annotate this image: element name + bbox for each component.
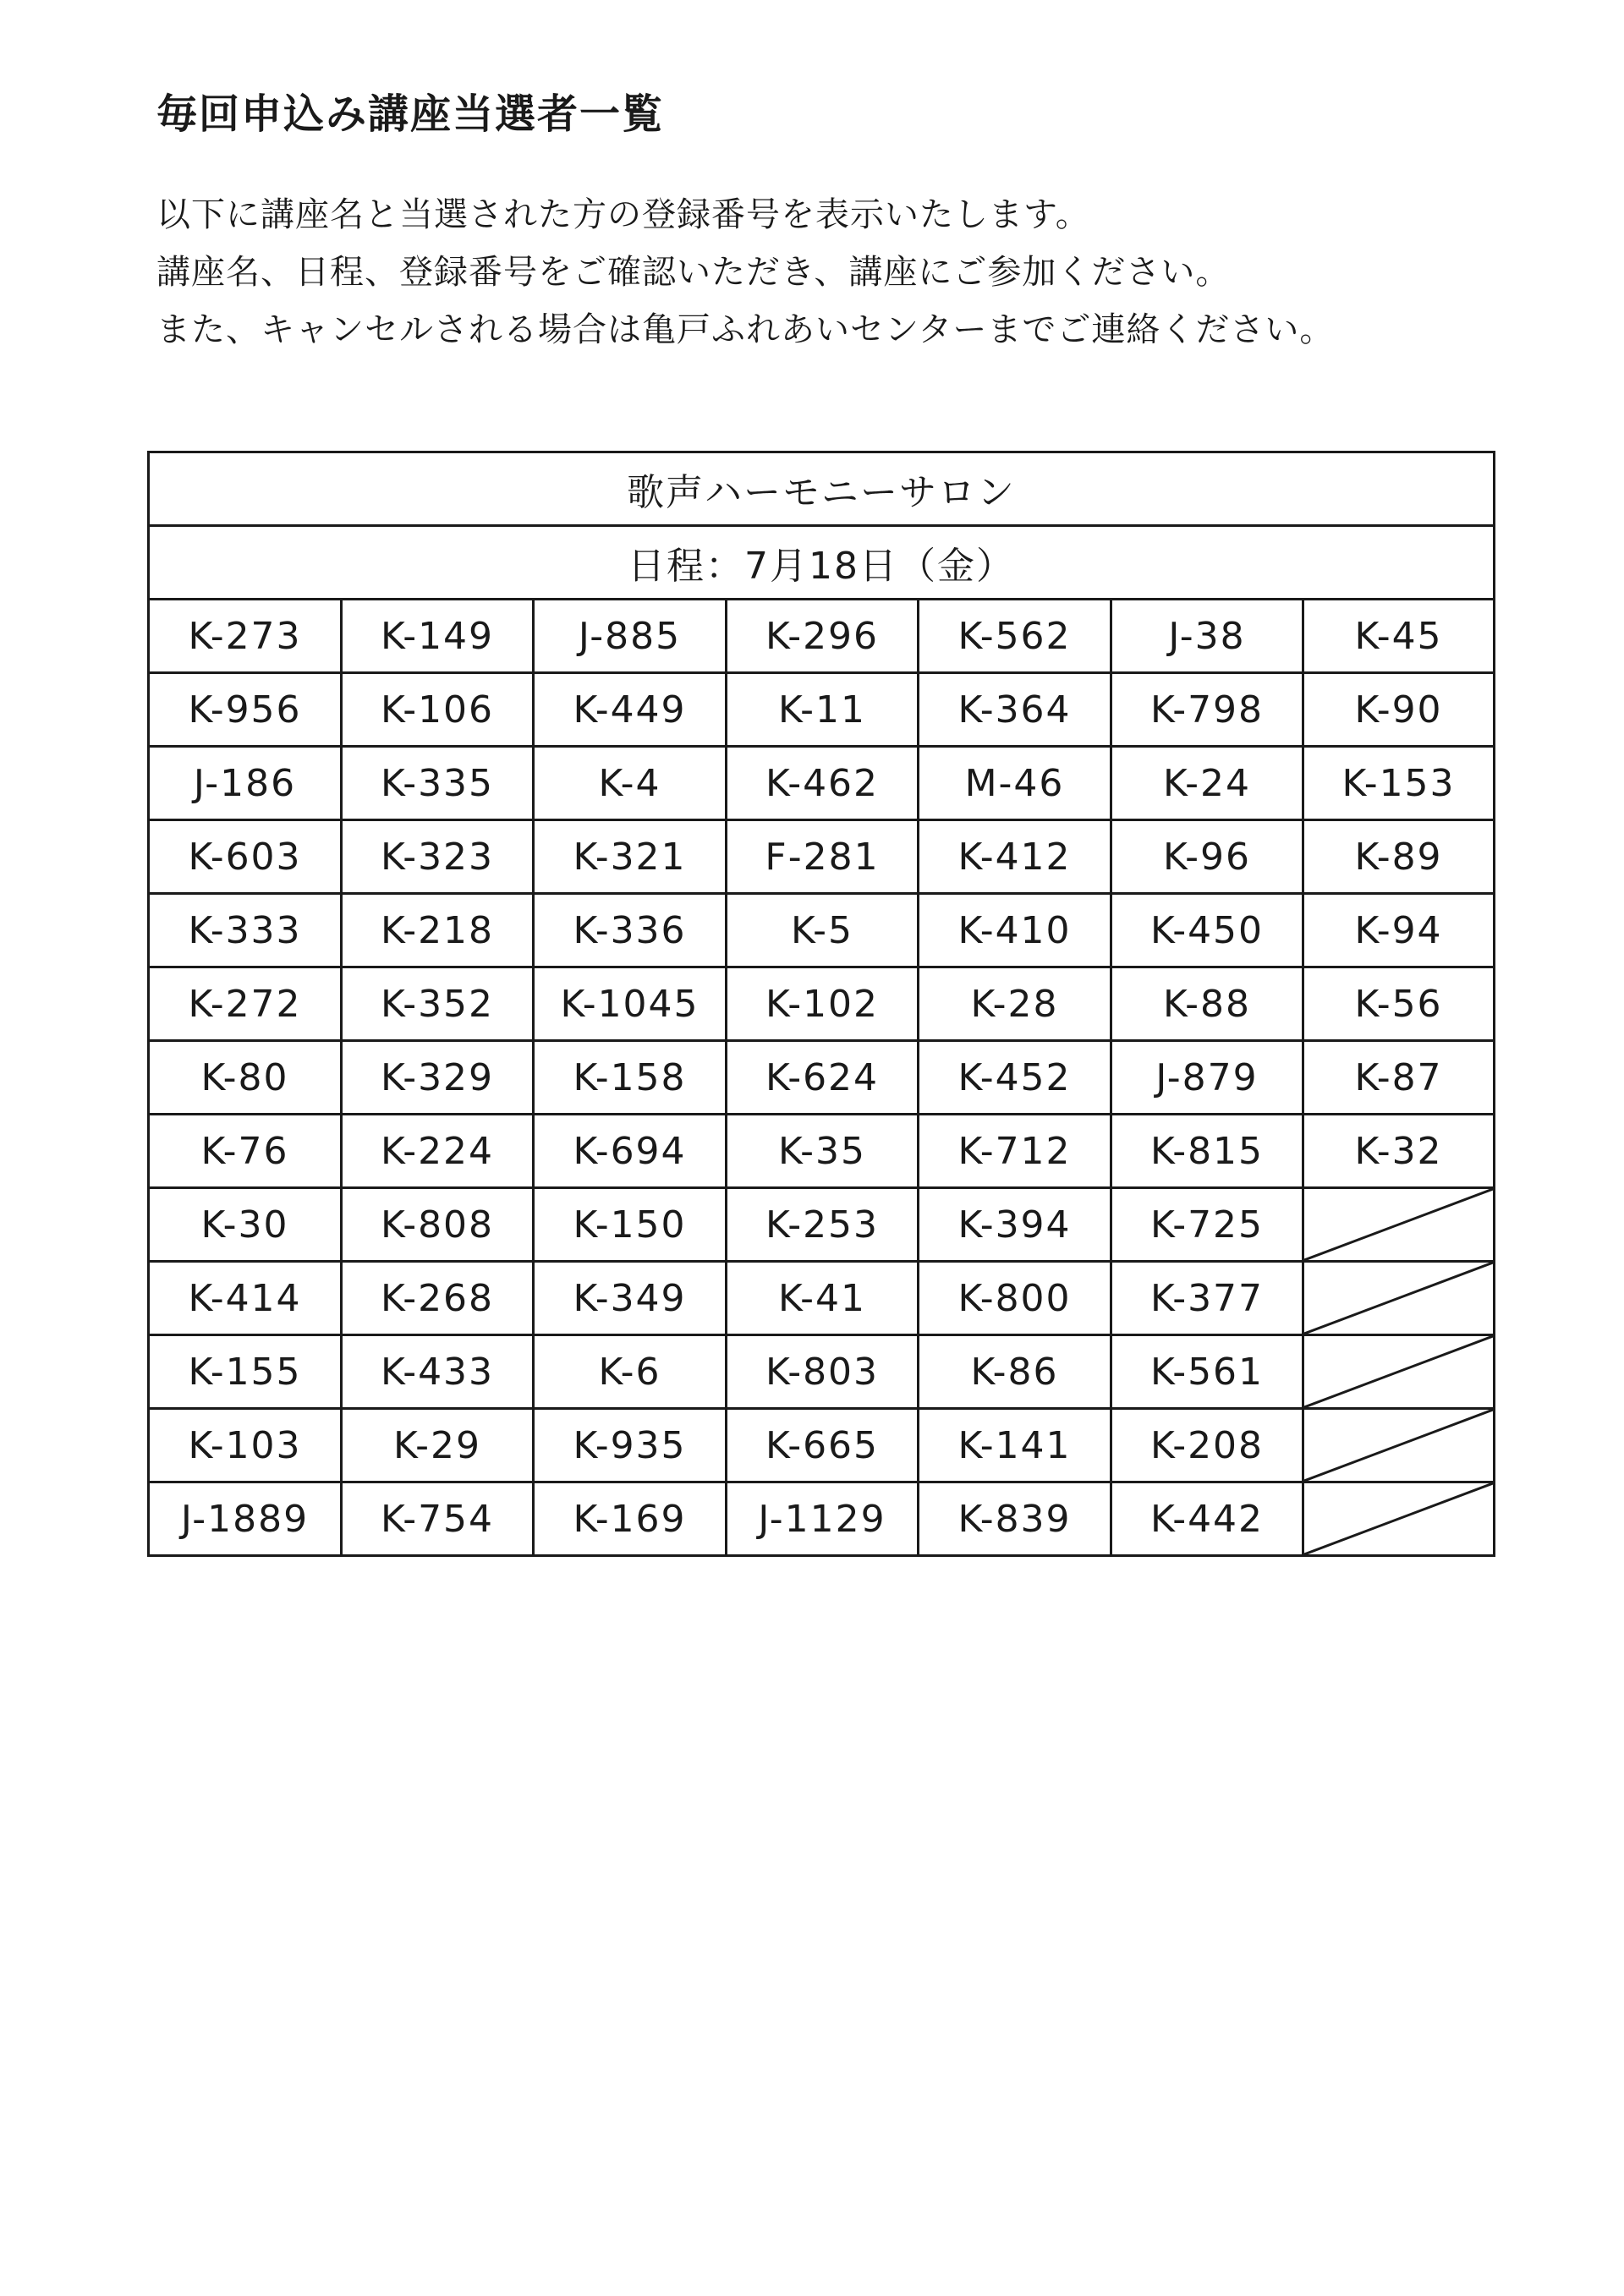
- registration-number: J-1889: [149, 1482, 342, 1556]
- registration-number: K-452: [919, 1041, 1111, 1115]
- registration-number: K-224: [342, 1115, 534, 1188]
- registration-number: K-624: [727, 1041, 919, 1115]
- registration-number: K-208: [1111, 1409, 1303, 1482]
- intro-line: また、キャンセルされる場合は亀戸ふれあいセンターまでご連絡ください。: [156, 310, 1335, 349]
- table-row: [149, 1262, 1495, 1335]
- registration-number: K-41: [727, 1262, 919, 1335]
- registration-number: K-603: [149, 820, 342, 894]
- registration-number: K-11: [727, 673, 919, 747]
- page-title: 毎回申込み講座当選者一覧: [156, 90, 665, 138]
- empty-cell: [1303, 1262, 1495, 1335]
- registration-number: K-349: [534, 1262, 727, 1335]
- registration-number: K-102: [727, 967, 919, 1041]
- diagonal-strike-mark: [1304, 1189, 1493, 1260]
- table-row: [149, 1409, 1495, 1482]
- registration-number: K-321: [534, 820, 727, 894]
- registration-number: K-158: [534, 1041, 727, 1115]
- registration-number: K-377: [1111, 1262, 1303, 1335]
- registration-number: K-449: [534, 673, 727, 747]
- registration-number: K-94: [1303, 894, 1495, 967]
- diagonal-line: [1304, 1483, 1493, 1554]
- registration-number: K-712: [919, 1115, 1111, 1188]
- registration-number: K-336: [534, 894, 727, 967]
- registration-number: K-808: [342, 1188, 534, 1262]
- table-row: [149, 673, 1495, 747]
- registration-number: J-1129: [727, 1482, 919, 1556]
- registration-number: K-352: [342, 967, 534, 1041]
- diagonal-strike-mark: [1304, 1410, 1493, 1481]
- registration-number: K-665: [727, 1409, 919, 1482]
- registration-number: K-96: [1111, 820, 1303, 894]
- registration-number: K-394: [919, 1188, 1111, 1262]
- registration-number: K-335: [342, 747, 534, 820]
- registration-number: K-89: [1303, 820, 1495, 894]
- table-row: [149, 967, 1495, 1041]
- table-row: [149, 1482, 1495, 1556]
- table-row: [149, 820, 1495, 894]
- registration-number: K-364: [919, 673, 1111, 747]
- registration-number: K-149: [342, 600, 534, 673]
- registration-number: K-462: [727, 747, 919, 820]
- registration-number: K-88: [1111, 967, 1303, 1041]
- registration-number: K-150: [534, 1188, 727, 1262]
- table-row: [149, 600, 1495, 673]
- registration-number: K-45: [1303, 600, 1495, 673]
- course-schedule: 日程：7月18日（金）: [149, 526, 1495, 600]
- registration-number: K-323: [342, 820, 534, 894]
- registration-number: J-879: [1111, 1041, 1303, 1115]
- table-row: [149, 1188, 1495, 1262]
- registration-number: K-29: [342, 1409, 534, 1482]
- registration-number: K-815: [1111, 1115, 1303, 1188]
- registration-number: K-80: [149, 1041, 342, 1115]
- registration-number: K-141: [919, 1409, 1111, 1482]
- registration-number: K-956: [149, 673, 342, 747]
- registration-number: K-694: [534, 1115, 727, 1188]
- empty-cell: [1303, 1409, 1495, 1482]
- registration-number: K-450: [1111, 894, 1303, 967]
- registration-number: K-87: [1303, 1041, 1495, 1115]
- registration-number: K-562: [919, 600, 1111, 673]
- registration-number: K-6: [534, 1335, 727, 1409]
- empty-cell: [1303, 1188, 1495, 1262]
- registration-number: K-414: [149, 1262, 342, 1335]
- registration-number: K-30: [149, 1188, 342, 1262]
- registration-number: K-76: [149, 1115, 342, 1188]
- registration-number: K-32: [1303, 1115, 1495, 1188]
- intro-line: 講座名、日程、登録番号をご確認いただき、講座にご参加ください。: [156, 253, 1231, 292]
- empty-cell: [1303, 1335, 1495, 1409]
- intro-line: 以下に講座名と当選された方の登録番号を表示いたします。: [156, 195, 1090, 234]
- diagonal-line: [1304, 1263, 1493, 1334]
- registration-number: K-754: [342, 1482, 534, 1556]
- registration-number: K-725: [1111, 1188, 1303, 1262]
- registration-number: K-35: [727, 1115, 919, 1188]
- registration-number: J-885: [534, 600, 727, 673]
- registration-number: K-329: [342, 1041, 534, 1115]
- registration-number: K-90: [1303, 673, 1495, 747]
- course-name: 歌声ハーモニーサロン: [149, 452, 1495, 526]
- intro-text: [156, 186, 1334, 359]
- registration-number: K-296: [727, 600, 919, 673]
- registration-number: K-800: [919, 1262, 1111, 1335]
- registration-number: K-803: [727, 1335, 919, 1409]
- registration-number: K-410: [919, 894, 1111, 967]
- registration-number: K-433: [342, 1335, 534, 1409]
- registration-number: K-273: [149, 600, 342, 673]
- registration-number: K-412: [919, 820, 1111, 894]
- registration-number: K-218: [342, 894, 534, 967]
- registration-number: K-106: [342, 673, 534, 747]
- registration-number: K-169: [534, 1482, 727, 1556]
- empty-cell: [1303, 1482, 1495, 1556]
- registration-number: K-798: [1111, 673, 1303, 747]
- registration-number: K-24: [1111, 747, 1303, 820]
- table-row: [149, 1335, 1495, 1409]
- winners-table: [147, 451, 1495, 1557]
- diagonal-strike-mark: [1304, 1336, 1493, 1407]
- registration-number: K-56: [1303, 967, 1495, 1041]
- registration-number: K-1045: [534, 967, 727, 1041]
- registration-number: K-253: [727, 1188, 919, 1262]
- table-row: [149, 747, 1495, 820]
- table-row: [149, 1115, 1495, 1188]
- registration-number: K-28: [919, 967, 1111, 1041]
- registration-number: K-5: [727, 894, 919, 967]
- diagonal-line: [1304, 1336, 1493, 1407]
- registration-number: J-38: [1111, 600, 1303, 673]
- registration-number: K-935: [534, 1409, 727, 1482]
- course-name-row: [149, 452, 1495, 526]
- registration-number: J-186: [149, 747, 342, 820]
- registration-number: K-155: [149, 1335, 342, 1409]
- registration-number: K-839: [919, 1482, 1111, 1556]
- registration-number: K-86: [919, 1335, 1111, 1409]
- registration-number: K-272: [149, 967, 342, 1041]
- registration-number: K-561: [1111, 1335, 1303, 1409]
- registration-number: K-268: [342, 1262, 534, 1335]
- registration-number: K-153: [1303, 747, 1495, 820]
- diagonal-line: [1304, 1189, 1493, 1260]
- registration-number: K-333: [149, 894, 342, 967]
- table-row: [149, 1041, 1495, 1115]
- table-row: [149, 894, 1495, 967]
- schedule-row: [149, 526, 1495, 600]
- registration-number: K-4: [534, 747, 727, 820]
- diagonal-line: [1304, 1410, 1493, 1481]
- registration-number: F-281: [727, 820, 919, 894]
- diagonal-strike-mark: [1304, 1483, 1493, 1554]
- registration-number: M-46: [919, 747, 1111, 820]
- registration-number: K-103: [149, 1409, 342, 1482]
- diagonal-strike-mark: [1304, 1263, 1493, 1334]
- registration-number: K-442: [1111, 1482, 1303, 1556]
